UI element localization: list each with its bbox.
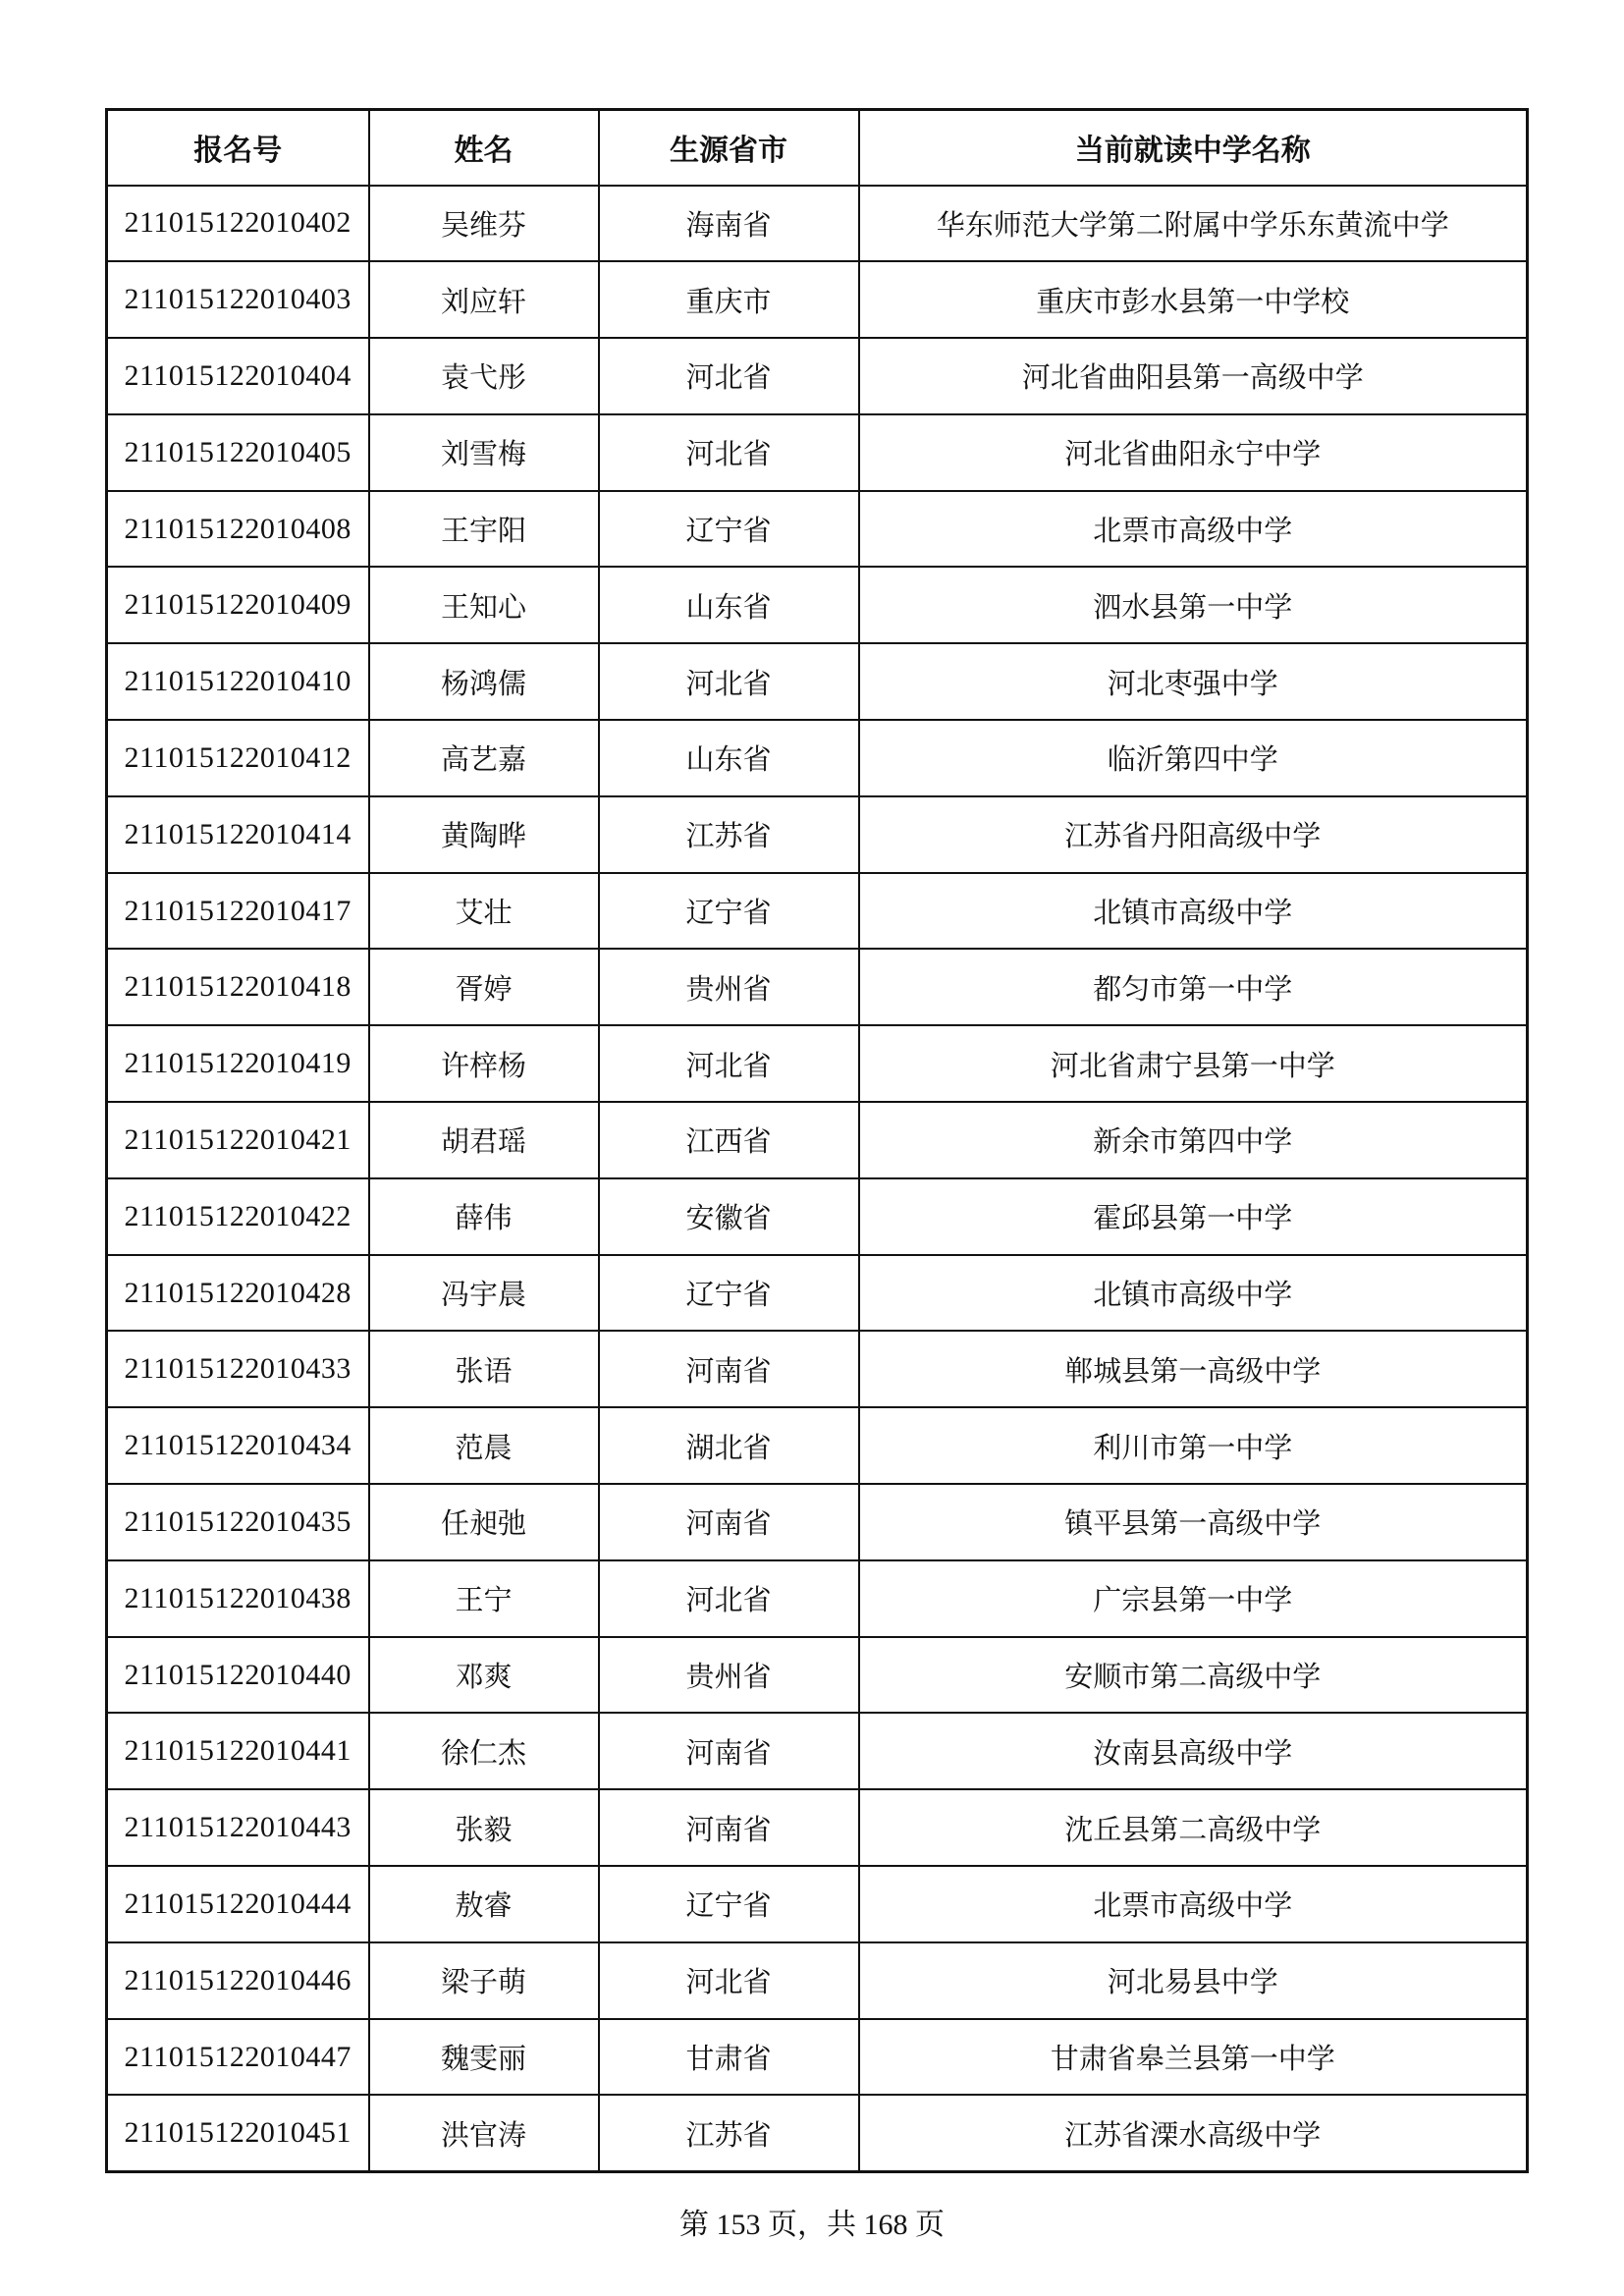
cell-origin-province: 河南省: [599, 1789, 859, 1866]
cell-current-school: 河北省肃宁县第一中学: [859, 1025, 1528, 1102]
cell-origin-province: 江西省: [599, 1102, 859, 1178]
student-roster-table: [105, 108, 1529, 2173]
cell-registration-number: 211015122010419: [107, 1025, 369, 1102]
table-row: [107, 1713, 1528, 1789]
cell-current-school: 临沂第四中学: [859, 720, 1528, 796]
cell-current-school: 利川市第一中学: [859, 1407, 1528, 1484]
cell-current-school: 江苏省丹阳高级中学: [859, 796, 1528, 873]
cell-registration-number: 211015122010428: [107, 1255, 369, 1332]
cell-name: 张毅: [369, 1789, 599, 1866]
header-origin-province: 生源省市: [599, 110, 859, 186]
cell-name: 艾壮: [369, 873, 599, 950]
cell-name: 刘应轩: [369, 261, 599, 338]
cell-registration-number: 211015122010433: [107, 1331, 369, 1407]
table-row: [107, 796, 1528, 873]
cell-name: 薛伟: [369, 1178, 599, 1255]
cell-name: 高艺嘉: [369, 720, 599, 796]
cell-current-school: 北镇市高级中学: [859, 873, 1528, 950]
cell-origin-province: 河南省: [599, 1713, 859, 1789]
table-row: [107, 567, 1528, 643]
header-name: 姓名: [369, 110, 599, 186]
cell-registration-number: 211015122010414: [107, 796, 369, 873]
cell-origin-province: 海南省: [599, 186, 859, 262]
table-row: [107, 2095, 1528, 2171]
table-row: [107, 414, 1528, 491]
header-row: [107, 110, 1528, 186]
cell-current-school: 泗水县第一中学: [859, 567, 1528, 643]
table-row: [107, 1866, 1528, 1942]
cell-name: 胡君瑶: [369, 1102, 599, 1178]
cell-origin-province: 山东省: [599, 567, 859, 643]
cell-name: 袁弋彤: [369, 338, 599, 414]
cell-name: 魏雯丽: [369, 2019, 599, 2096]
cell-registration-number: 211015122010434: [107, 1407, 369, 1484]
cell-registration-number: 211015122010417: [107, 873, 369, 950]
cell-current-school: 河北枣强中学: [859, 643, 1528, 720]
page-number-footer: 第 153 页，共 168 页: [679, 2209, 945, 2241]
cell-origin-province: 河北省: [599, 1025, 859, 1102]
cell-origin-province: 河南省: [599, 1331, 859, 1407]
cell-current-school: 北镇市高级中学: [859, 1255, 1528, 1332]
table-row: [107, 1255, 1528, 1332]
cell-name: 张语: [369, 1331, 599, 1407]
cell-registration-number: 211015122010435: [107, 1484, 369, 1560]
cell-current-school: 新余市第四中学: [859, 1102, 1528, 1178]
header-current-school: 当前就读中学名称: [859, 110, 1528, 186]
cell-current-school: 镇平县第一高级中学: [859, 1484, 1528, 1560]
cell-current-school: 华东师范大学第二附属中学乐东黄流中学: [859, 186, 1528, 262]
table-row: [107, 720, 1528, 796]
cell-name: 胥婷: [369, 949, 599, 1025]
cell-registration-number: 211015122010447: [107, 2019, 369, 2096]
cell-name: 任昶弛: [369, 1484, 599, 1560]
cell-origin-province: 河北省: [599, 643, 859, 720]
cell-name: 杨鸿儒: [369, 643, 599, 720]
table-row: [107, 2019, 1528, 2096]
cell-name: 吴维芬: [369, 186, 599, 262]
cell-current-school: 霍邱县第一中学: [859, 1178, 1528, 1255]
cell-current-school: 甘肃省皋兰县第一中学: [859, 2019, 1528, 2096]
table-row: [107, 1102, 1528, 1178]
cell-name: 梁子萌: [369, 1942, 599, 2019]
table-row: [107, 261, 1528, 338]
cell-current-school: 河北省曲阳永宁中学: [859, 414, 1528, 491]
cell-registration-number: 211015122010404: [107, 338, 369, 414]
cell-name: 许梓杨: [369, 1025, 599, 1102]
table-row: [107, 1789, 1528, 1866]
cell-current-school: 重庆市彭水县第一中学校: [859, 261, 1528, 338]
cell-current-school: 都匀市第一中学: [859, 949, 1528, 1025]
cell-origin-province: 辽宁省: [599, 491, 859, 568]
cell-origin-province: 辽宁省: [599, 1255, 859, 1332]
table-row: [107, 1407, 1528, 1484]
table-row: [107, 1025, 1528, 1102]
table-row: [107, 1331, 1528, 1407]
cell-registration-number: 211015122010412: [107, 720, 369, 796]
cell-name: 洪官涛: [369, 2095, 599, 2171]
cell-origin-province: 江苏省: [599, 2095, 859, 2171]
cell-current-school: 安顺市第二高级中学: [859, 1637, 1528, 1714]
cell-origin-province: 江苏省: [599, 796, 859, 873]
cell-registration-number: 211015122010441: [107, 1713, 369, 1789]
table-row: [107, 643, 1528, 720]
cell-current-school: 江苏省溧水高级中学: [859, 2095, 1528, 2171]
cell-registration-number: 211015122010446: [107, 1942, 369, 2019]
cell-origin-province: 河北省: [599, 414, 859, 491]
cell-registration-number: 211015122010422: [107, 1178, 369, 1255]
cell-registration-number: 211015122010440: [107, 1637, 369, 1714]
cell-registration-number: 211015122010403: [107, 261, 369, 338]
table-row: [107, 873, 1528, 950]
table-header: [107, 110, 1528, 186]
cell-origin-province: 辽宁省: [599, 1866, 859, 1942]
cell-registration-number: 211015122010410: [107, 643, 369, 720]
cell-current-school: 北票市高级中学: [859, 491, 1528, 568]
cell-origin-province: 河北省: [599, 338, 859, 414]
cell-origin-province: 河北省: [599, 1942, 859, 2019]
cell-name: 范晨: [369, 1407, 599, 1484]
cell-name: 王知心: [369, 567, 599, 643]
table-row: [107, 1942, 1528, 2019]
table-row: [107, 1178, 1528, 1255]
cell-registration-number: 211015122010418: [107, 949, 369, 1025]
cell-current-school: 沈丘县第二高级中学: [859, 1789, 1528, 1866]
cell-current-school: 河北易县中学: [859, 1942, 1528, 2019]
cell-name: 冯宇晨: [369, 1255, 599, 1332]
cell-registration-number: 211015122010402: [107, 186, 369, 262]
cell-origin-province: 贵州省: [599, 1637, 859, 1714]
cell-current-school: 北票市高级中学: [859, 1866, 1528, 1942]
cell-origin-province: 河南省: [599, 1484, 859, 1560]
header-registration-number: 报名号: [107, 110, 369, 186]
cell-origin-province: 重庆市: [599, 261, 859, 338]
table-row: [107, 1484, 1528, 1560]
cell-registration-number: 211015122010408: [107, 491, 369, 568]
table-body: [107, 186, 1528, 2172]
cell-name: 王宁: [369, 1560, 599, 1637]
cell-origin-province: 湖北省: [599, 1407, 859, 1484]
cell-name: 邓爽: [369, 1637, 599, 1714]
cell-registration-number: 211015122010451: [107, 2095, 369, 2171]
table-row: [107, 949, 1528, 1025]
cell-current-school: 郸城县第一高级中学: [859, 1331, 1528, 1407]
cell-registration-number: 211015122010444: [107, 1866, 369, 1942]
cell-current-school: 河北省曲阳县第一高级中学: [859, 338, 1528, 414]
cell-registration-number: 211015122010409: [107, 567, 369, 643]
cell-current-school: 汝南县高级中学: [859, 1713, 1528, 1789]
cell-origin-province: 辽宁省: [599, 873, 859, 950]
cell-registration-number: 211015122010443: [107, 1789, 369, 1866]
table-row: [107, 1560, 1528, 1637]
cell-name: 黄陶晔: [369, 796, 599, 873]
cell-registration-number: 211015122010405: [107, 414, 369, 491]
table-row: [107, 338, 1528, 414]
table-row: [107, 186, 1528, 262]
cell-origin-province: 安徽省: [599, 1178, 859, 1255]
table-row: [107, 1637, 1528, 1714]
cell-origin-province: 山东省: [599, 720, 859, 796]
cell-registration-number: 211015122010438: [107, 1560, 369, 1637]
cell-name: 敖睿: [369, 1866, 599, 1942]
cell-registration-number: 211015122010421: [107, 1102, 369, 1178]
cell-name: 王宇阳: [369, 491, 599, 568]
cell-origin-province: 河北省: [599, 1560, 859, 1637]
cell-current-school: 广宗县第一中学: [859, 1560, 1528, 1637]
cell-name: 徐仁杰: [369, 1713, 599, 1789]
cell-name: 刘雪梅: [369, 414, 599, 491]
cell-origin-province: 贵州省: [599, 949, 859, 1025]
table-row: [107, 491, 1528, 568]
cell-origin-province: 甘肃省: [599, 2019, 859, 2096]
